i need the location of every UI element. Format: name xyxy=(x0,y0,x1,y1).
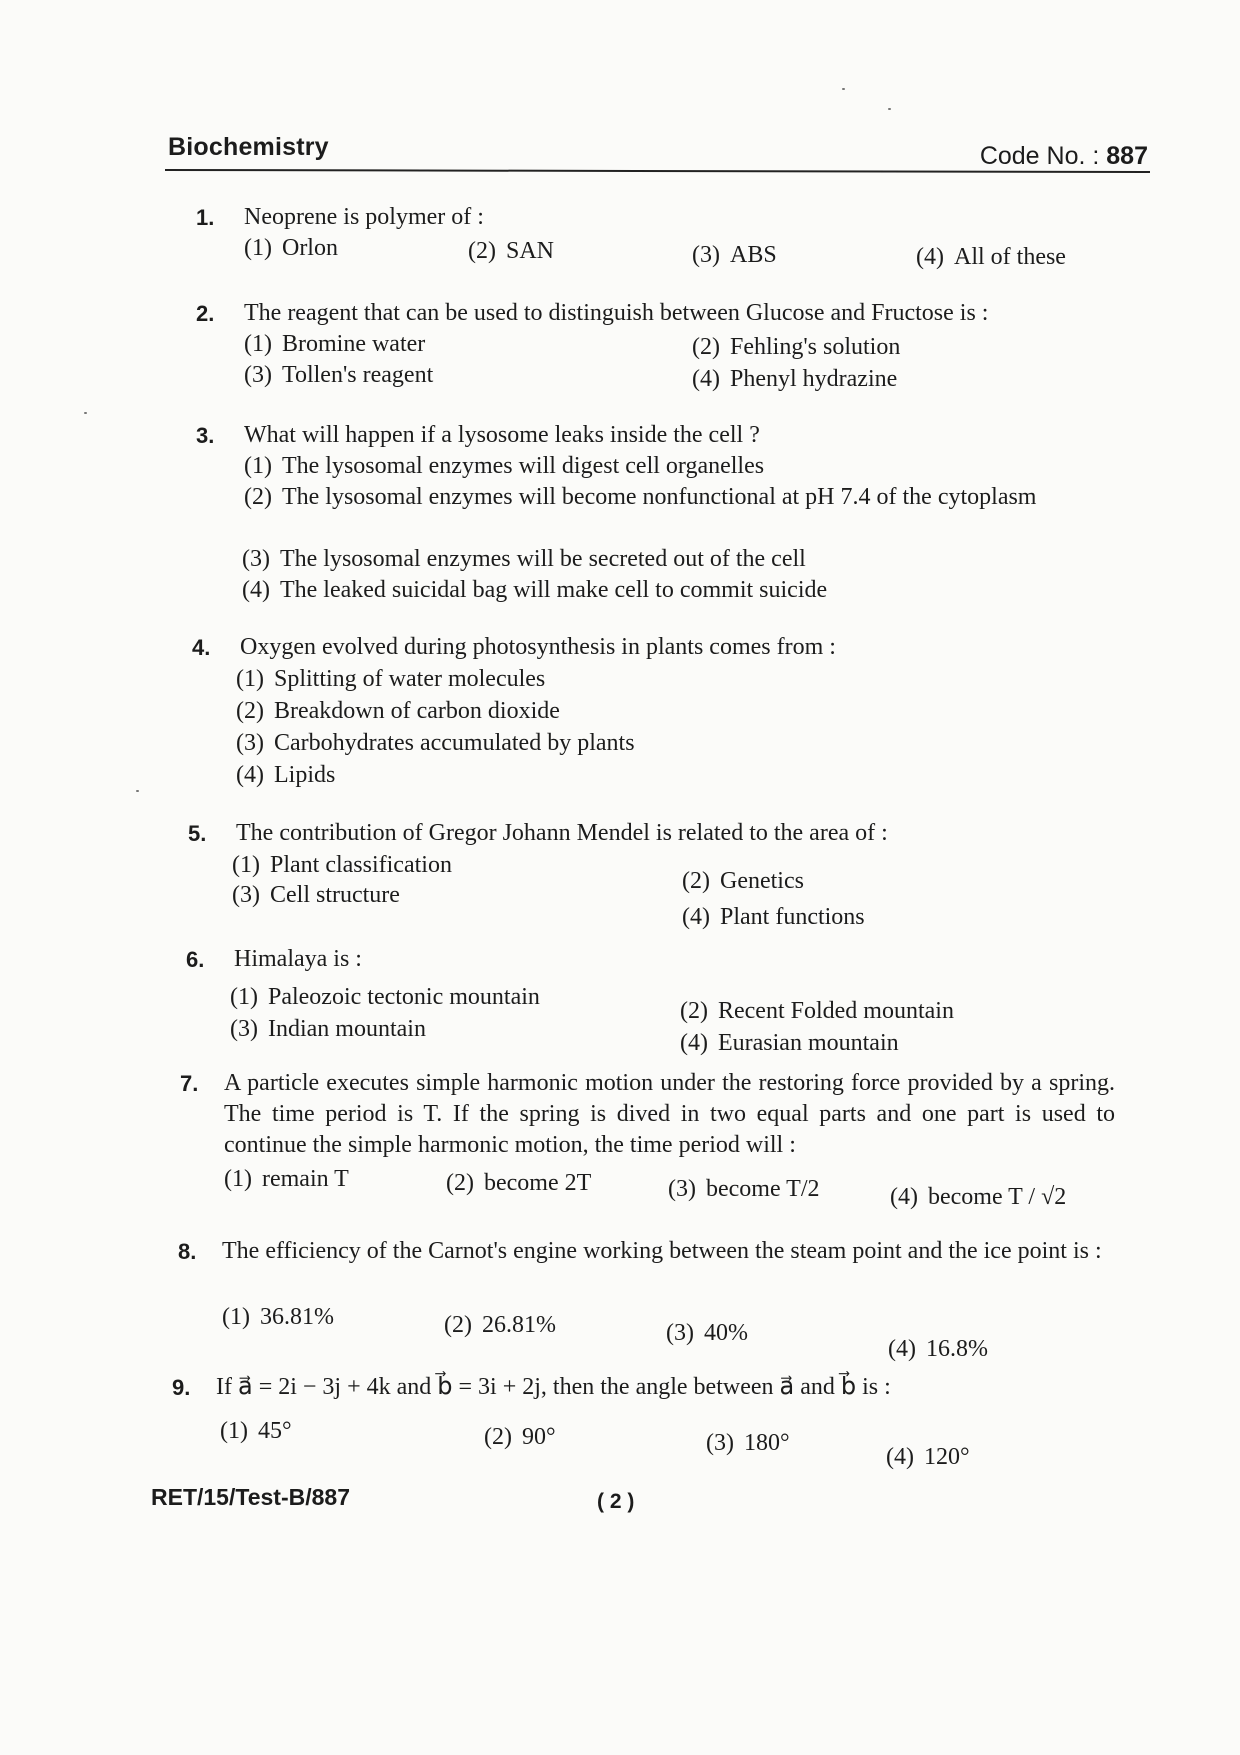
scan-speck xyxy=(888,108,891,110)
code-label: Code No. : xyxy=(979,142,1100,170)
option-1: (1) remain T xyxy=(224,1166,349,1192)
question-4 xyxy=(192,632,1132,792)
option-2: (2) 90° xyxy=(484,1424,556,1450)
question-text: Himalaya is : xyxy=(234,946,362,972)
option-4: (4) Phenyl hydrazine xyxy=(692,366,898,392)
option-1: (1) Bromine water xyxy=(244,331,426,357)
option-1: (1) Plant classification xyxy=(232,852,452,878)
option-2: (2) Recent Folded mountain xyxy=(680,998,954,1024)
option-2: (2) become 2T xyxy=(446,1170,592,1196)
option-1: (1) Paleozoic tectonic mountain xyxy=(230,984,540,1010)
test-reference: RET/15/Test-B/887 xyxy=(151,1484,350,1510)
question-7 xyxy=(180,1068,1115,1218)
option-4: (4) Eurasian mountain xyxy=(680,1030,899,1056)
option-2: (2) The lysosomal enzymes will become nonfunctional at pH 7.4 of the cytoplasm xyxy=(244,484,1037,510)
option-1: (1) Splitting of water molecules xyxy=(236,666,546,692)
subject-title: Biochemistry xyxy=(168,133,329,161)
question-text: A particle executes simple harmonic motion under the restoring force provided by a spring. The time period is T. If the spring is dived in two equal parts and one part is used to continue the simple harmonic motion, the time period will : xyxy=(224,1070,1115,1158)
page-number: ( 2 ) xyxy=(597,1490,635,1513)
option-3: (3) Tollen's reagent xyxy=(244,362,434,388)
question-text: What will happen if a lysosome leaks inside the cell ? xyxy=(244,422,760,448)
question-number: 1. xyxy=(196,205,215,230)
question-text: Oxygen evolved during photosynthesis in plants comes from : xyxy=(240,634,836,660)
question-3 xyxy=(196,420,1136,620)
option-3: (3) Indian mountain xyxy=(230,1016,426,1042)
question-text: The efficiency of the Carnot's engine working between the steam point and the ice point is : xyxy=(222,1238,1102,1264)
question-6 xyxy=(186,944,1136,1064)
option-1: (1) Orlon xyxy=(244,235,338,261)
question-number: 4. xyxy=(192,635,211,660)
option-1: (1) The lysosomal enzymes will digest cell organelles xyxy=(244,453,765,479)
option-4: (4) Lipids xyxy=(236,762,336,788)
question-number: 7. xyxy=(180,1071,199,1096)
option-3: (3) Carbohydrates accumulated by plants xyxy=(236,730,635,756)
option-2: (2) 26.81% xyxy=(444,1312,556,1338)
option-1: (1) 45° xyxy=(220,1418,292,1444)
question-text: The contribution of Gregor Johann Mendel is related to the area of : xyxy=(236,820,888,846)
question-number: 5. xyxy=(188,821,207,846)
question-8 xyxy=(178,1236,1113,1366)
option-4: (4) 16.8% xyxy=(888,1336,988,1362)
question-2 xyxy=(196,298,1136,398)
option-3: (3) Cell structure xyxy=(232,882,400,908)
question-text: If a⃗ = 2i − 3j + 4k and b⃗ = 3i + 2j, then the angle between a⃗ and b⃗ is : xyxy=(216,1374,891,1400)
question-number: 3. xyxy=(196,423,215,448)
question-9 xyxy=(172,1372,1102,1482)
scan-speck xyxy=(136,790,139,792)
option-2: (2) SAN xyxy=(468,238,554,264)
option-3: (3) 40% xyxy=(666,1320,748,1346)
question-text: Neoprene is polymer of : xyxy=(244,204,484,230)
option-3: (3) 180° xyxy=(706,1430,790,1456)
question-text: The reagent that can be used to distinguish between Glucose and Fructose is : xyxy=(244,300,989,326)
option-2: (2) Fehling's solution xyxy=(692,334,901,360)
scan-speck xyxy=(842,88,845,90)
question-number: 9. xyxy=(172,1375,191,1400)
option-3: (3) become T/2 xyxy=(668,1176,820,1202)
option-4: (4) 120° xyxy=(886,1444,970,1470)
option-4: (4) become T / √2 xyxy=(890,1184,1067,1210)
question-1 xyxy=(196,202,1136,274)
option-4: (4) All of these xyxy=(916,244,1066,270)
option-2: (2) Breakdown of carbon dioxide xyxy=(236,698,560,724)
code-number xyxy=(980,142,1148,171)
code-value: 887 xyxy=(1106,142,1148,170)
option-1: (1) 36.81% xyxy=(222,1304,334,1330)
option-2: (2) Genetics xyxy=(682,868,804,894)
option-3: (3) ABS xyxy=(692,242,777,268)
question-number: 6. xyxy=(186,947,205,972)
option-4: (4) The leaked suicidal bag will make cell to commit suicide xyxy=(242,577,828,603)
question-number: 8. xyxy=(178,1239,197,1264)
question-number: 2. xyxy=(196,301,215,326)
option-3: (3) The lysosomal enzymes will be secreted out of the cell xyxy=(242,546,806,572)
question-5 xyxy=(188,818,1138,938)
scan-speck xyxy=(84,412,87,414)
option-4: (4) Plant functions xyxy=(682,904,865,930)
